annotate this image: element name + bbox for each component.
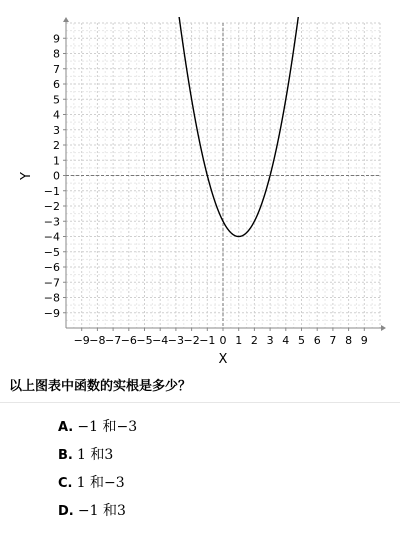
y-tick-label: −1	[43, 184, 60, 198]
x-axis-label: X	[218, 352, 228, 367]
y-tick-label: 8	[53, 47, 60, 61]
x-tick-label: 9	[360, 334, 368, 347]
option-letter: A.	[58, 420, 74, 435]
option-a[interactable]	[58, 416, 137, 436]
x-axis-arrow	[381, 325, 386, 331]
chart-tick-labels	[44, 32, 368, 347]
y-tick-label: −3	[43, 215, 60, 229]
y-tick-label: 6	[53, 78, 60, 91]
y-tick-label: −9	[43, 306, 60, 320]
y-tick-label: 0	[53, 169, 60, 183]
option-c[interactable]	[58, 472, 125, 492]
x-tick-label: −2	[183, 334, 200, 347]
y-tick-label: −6	[43, 261, 60, 274]
x-tick-label: 3	[266, 334, 274, 347]
x-tick-label: −3	[167, 334, 185, 347]
option-text: 1 和−3	[76, 475, 125, 491]
y-axis-arrow	[63, 17, 69, 22]
y-tick-label: −8	[43, 291, 60, 305]
option-text: −1 和3	[77, 503, 126, 519]
option-text: 1 和3	[77, 447, 114, 463]
x-tick-label: 2	[250, 334, 258, 347]
x-tick-label: 7	[329, 334, 337, 347]
x-tick-label: −8	[89, 334, 106, 347]
y-tick-label: −4	[43, 230, 60, 244]
y-tick-label: −5	[43, 245, 60, 259]
x-tick-label: −6	[120, 334, 137, 347]
x-tick-label: −7	[104, 334, 122, 347]
y-tick-label: 9	[53, 32, 60, 46]
divider	[0, 402, 400, 403]
y-tick-label: 7	[53, 62, 60, 76]
chart-axes	[63, 17, 386, 331]
x-tick-label: −9	[73, 334, 90, 347]
option-text: −1 和−3	[77, 419, 138, 435]
y-tick-label: 2	[53, 139, 60, 152]
option-d[interactable]	[58, 500, 126, 520]
y-tick-label: −7	[43, 276, 60, 290]
y-tick-label: −2	[43, 200, 60, 213]
y-tick-label: 3	[53, 123, 60, 137]
y-tick-label: 4	[53, 108, 60, 122]
x-tick-label: 0	[219, 334, 227, 347]
y-tick-label: 1	[53, 154, 60, 168]
x-tick-label: −5	[136, 334, 153, 347]
option-letter: C.	[58, 476, 73, 491]
x-tick-label: 6	[313, 334, 321, 347]
x-tick-label: −4	[152, 334, 169, 347]
x-tick-label: 5	[298, 334, 305, 347]
option-letter: B.	[58, 448, 73, 463]
x-tick-label: 4	[282, 334, 290, 347]
option-b[interactable]	[58, 444, 113, 464]
x-tick-label: 8	[345, 334, 353, 347]
x-tick-label: 1	[235, 334, 243, 347]
option-letter: D.	[58, 504, 74, 519]
x-tick-label: −1	[199, 334, 216, 347]
question-text: 以上图表中函数的实根是多少？	[9, 379, 192, 394]
y-tick-label: 5	[53, 93, 60, 107]
y-axis-label: Y	[19, 172, 34, 180]
